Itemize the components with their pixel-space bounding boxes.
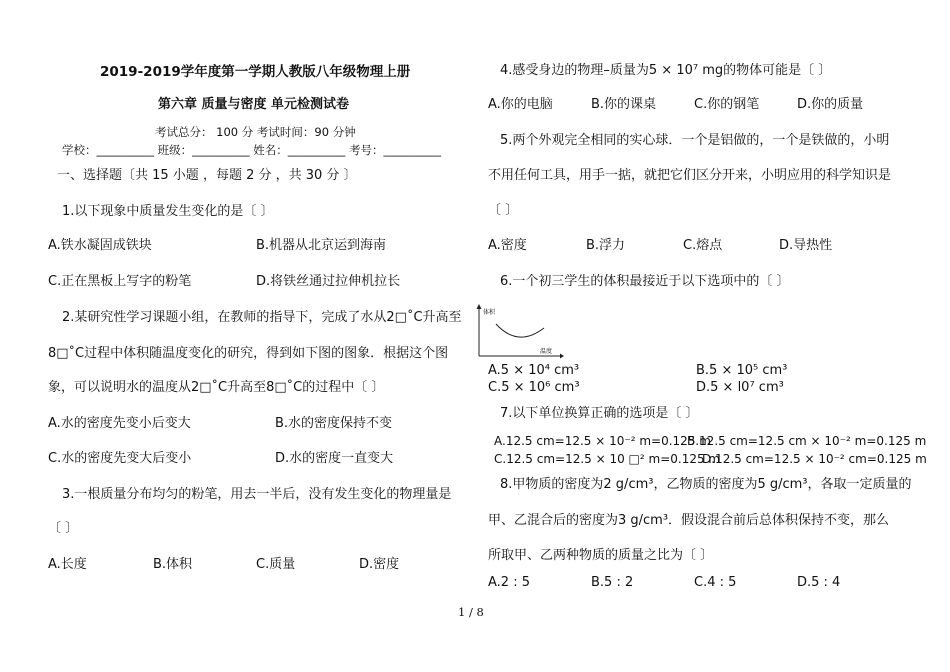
question-6-option-a: A.5 × 10⁴ cm³ <box>488 363 580 378</box>
question-4-option-a: A.你的电脑 <box>488 97 553 112</box>
question-5-option-b: B.浮力 <box>586 238 626 253</box>
question-3-option-a: A.长度 <box>48 557 87 572</box>
question-4-option-c: C.你的钢笔 <box>694 97 760 112</box>
question-7-stem: 7.以下单位换算正确的选项是〔 〕 <box>500 406 699 421</box>
graph-y-label: 体积 <box>483 309 496 316</box>
question-2-stem-line-3: 象，可以说明水的温度从2□˚C升高至8□˚C的过程中〔 〕 <box>48 380 385 395</box>
question-6-option-c: C.5 × 10⁶ cm³ <box>488 380 580 395</box>
question-8-option-d: D.5 : 4 <box>797 575 841 590</box>
question-1-option-c: C.正在黑板上写字的粉笔 <box>48 274 192 289</box>
graph-x-label: 温度 <box>540 348 553 355</box>
question-8-option-b: B.5 : 2 <box>591 575 634 590</box>
question-5-stem-line-1: 5.两个外观完全相同的实心球．一个是铝做的，一个是铁做的，小明 <box>500 133 890 148</box>
section-title: 一、选择题〔共 15 小题 ，每题 2 分 ，共 30 分 〕 <box>57 168 357 183</box>
question-8-stem-line-1: 8.甲物质的密度为2 g/cm³，乙物质的密度为5 g/cm³，各取一定质量的 <box>500 477 912 492</box>
question-5-stem-line-3: 〔 〕 <box>488 203 519 218</box>
question-7-option-d: D.12.5 cm=12.5 × 10⁻² cm=0.125 m <box>702 452 927 466</box>
graph-y-arrow <box>477 304 482 309</box>
question-8-option-a: A.2 : 5 <box>488 575 530 590</box>
graph-curve <box>496 324 544 337</box>
question-7-option-b: B.12.5 cm=12.5 cm × 10⁻² m=0.125 m <box>687 434 927 448</box>
question-7-option-a: A.12.5 cm=12.5 × 10⁻² m=0.125 m <box>494 434 711 448</box>
question-2-option-a: A.水的密度先变小后变大 <box>48 416 191 431</box>
question-5-option-c: C.熔点 <box>683 238 723 253</box>
question-1-stem: 1.以下现象中质量发生变化的是〔 〕 <box>62 204 274 219</box>
page-number: 1 / 8 <box>458 605 484 619</box>
graph-x-arrow <box>560 354 564 359</box>
exam-info: 考试总分： 100 分 考试时间：90 分钟 <box>155 125 356 139</box>
question-7-option-c: C.12.5 cm=12.5 × 10 □² m=0.125 m <box>494 452 721 466</box>
question-6-stem: 6.一个初三学生的体积最接近于以下选项中的〔 〕 <box>500 274 790 289</box>
question-2-option-c: C.水的密度先变大后变小 <box>48 451 192 466</box>
question-8-option-c: C.4 : 5 <box>694 575 737 590</box>
student-fields: 学校：__________ 班级：__________ 姓名：__________ 考号：__________ <box>62 143 441 157</box>
question-2-option-d: D.水的密度一直变大 <box>275 451 394 466</box>
question-2-option-b: B.水的密度保持不变 <box>275 416 393 431</box>
question-6-option-d: D.5 × l0⁷ cm³ <box>696 380 784 395</box>
question-5-stem-line-2: 不用任何工具，用手一掂，就把它们区分开来，小明应用的科学知识是 <box>488 168 892 183</box>
question-8-stem-line-2: 甲、乙混合后的密度为3 g/cm³．假设混合前后总体积保持不变，那么 <box>488 513 890 528</box>
question-1-option-b: B.机器从北京运到海南 <box>256 238 387 253</box>
question-5-option-d: D.导热性 <box>779 238 833 253</box>
question-2-stem-line-2: 8□˚C过程中体积随温度变化的研究，得到如下图的图象．根据这个图 <box>48 346 449 361</box>
question-5-option-a: A.密度 <box>488 238 527 253</box>
question-3-option-b: B.体积 <box>153 557 193 572</box>
volume-temperature-graph <box>474 304 564 360</box>
question-3-stem-line-1: 3.一根质量分布均匀的粉笔，用去一半后，没有发生变化的物理量是 <box>62 487 452 502</box>
question-3-option-c: C.质量 <box>256 557 296 572</box>
question-2-stem-line-1: 2.某研究性学习课题小组，在教师的指导下，完成了水从2□˚C升高至 <box>62 310 462 325</box>
page-title: 2019-2019学年度第一学期人教版八年级物理上册 <box>100 64 411 80</box>
question-4-stem: 4.感受身边的物理–质量为5 × 10⁷ mg的物体可能是〔 〕 <box>500 63 832 78</box>
question-1-option-d: D.将铁丝通过拉伸机拉长 <box>256 274 401 289</box>
page-subtitle: 第六章 质量与密度 单元检测试卷 <box>158 97 350 112</box>
question-4-option-d: D.你的质量 <box>797 97 864 112</box>
question-3-stem-line-2: 〔 〕 <box>48 521 79 536</box>
question-4-option-b: B.你的课桌 <box>591 97 657 112</box>
question-6-option-b: B.5 × 10⁵ cm³ <box>696 363 788 378</box>
question-3-option-d: D.密度 <box>359 557 400 572</box>
question-8-stem-line-3: 所取甲、乙两种物质的质量之比为〔 〕 <box>488 548 714 563</box>
question-1-option-a: A.铁水凝固成铁块 <box>48 238 152 253</box>
